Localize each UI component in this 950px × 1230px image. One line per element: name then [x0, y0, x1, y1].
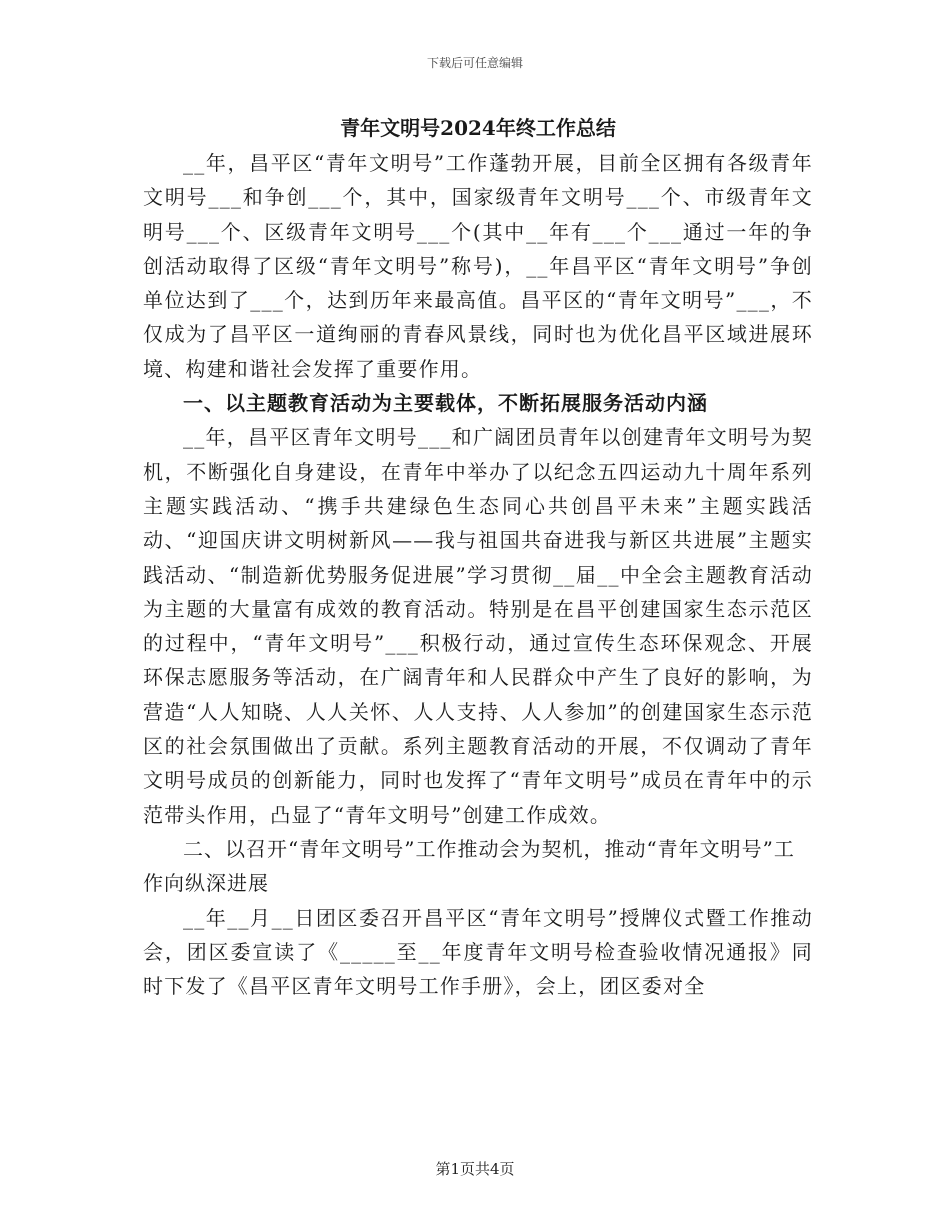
document-body — [143, 110, 813, 1003]
section-heading-1: 一、以主题教育活动为主要载体，不断拓展服务活动内涵 — [183, 391, 708, 416]
paragraph-intro: __年，昌平区“青年文明号”工作蓬勃开展，目前全区拥有各级青年文明号___和争创___个，其中，国家级青年文明号___个、市级青年文明号___个、区级青年文明号___个(其中__年有___个___通过一年的争创活动取得了区级“青年文明号”称号)，__年昌平区“青年文明号”争创单位达到了___个，达到历年来最高值。昌平区的“青年文明号”___，不仅成为了昌平区一道绚丽的青春风景线，同时也为优化昌平区域进展环境、构建和谐社会发挥了重要作用。 — [143, 151, 813, 381]
page-footer: 第1页共4页 — [435, 1160, 515, 1178]
section-heading-2: 二、以召开“青年文明号”工作推动会为契机，推动“青年文明号”工作向纵深进展 — [143, 836, 795, 896]
page-header: 下载后可任意编辑 — [426, 56, 523, 70]
paragraph-section-2: __年__月__日团区委召开昌平区“青年文明号”授牌仪式暨工作推动会，团区委宣读了《_____至__年度青年文明号检查验收情况通报》同时下发了《昌平区青年文明号工作手册》，会上，团区委对全 — [143, 905, 813, 999]
document-title: 青年文明号2024年终工作总结 — [340, 116, 616, 140]
paragraph-section-1: __年，昌平区青年文明号___和广阔团员青年以创建青年文明号为契机，不断强化自身建设，在青年中举办了以纪念五四运动九十周年系列主题实践活动、“携手共建绿色生态同心共创昌平未来”主题实践活动、“迎国庆讲文明树新风——我与祖国共奋进我与新区共进展”主题实践活动、“制造新优势服务促进展”学习贯彻__届__中全会主题教育活动为主题的大量富有成效的教育活动。特别是在昌平创建国家生态示范区的过程中，“青年文明号”___积极行动，通过宣传生态环保观念、开展环保志愿服务等活动，在广阔青年和人民群众中产生了良好的影响，为营造“人人知晓、人人关怀、人人支持、人人参加”的创建国家生态示范区的社会氛围做出了贡献。系列主题教育活动的开展，不仅调动了青年文明号成员的创新能力，同时也发挥了“青年文明号”成员在青年中的示范带头作用，凸显了“青年文明号”创建工作成效。 — [143, 425, 813, 827]
